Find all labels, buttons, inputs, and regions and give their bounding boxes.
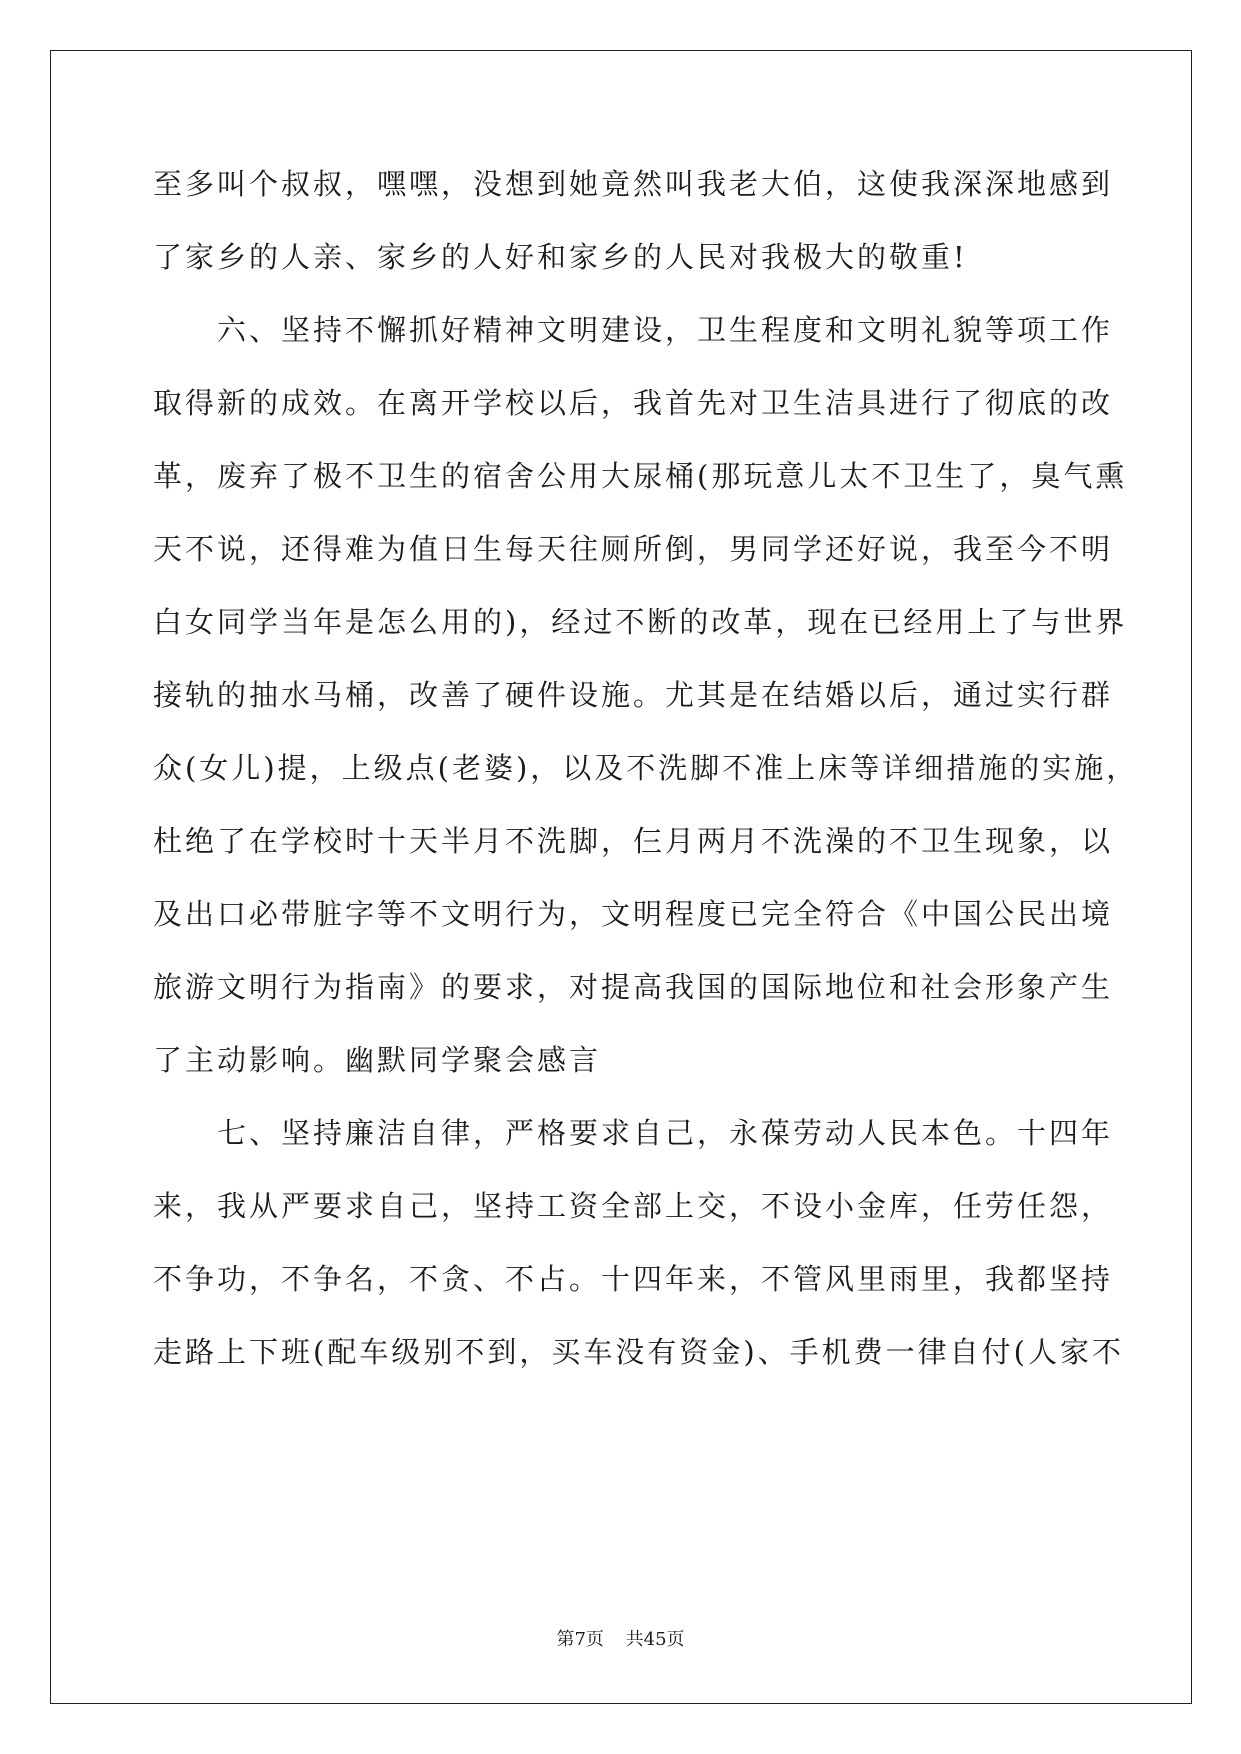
text-line: 不争功，不争名，不贪、不占。十四年来，不管风里雨里，我都坚持 (153, 1262, 1114, 1296)
page-border (50, 50, 1192, 1704)
text-line: 天不说，还得难为值日生每天往厕所倒，男同学还好说，我至今不明 (153, 532, 1114, 566)
text-line: 来，我从严要求自己，坚持工资全部上交，不设小金库，任劳任怨， (153, 1189, 1114, 1223)
text-line: 革，废弃了极不卫生的宿舍公用大尿桶(那玩意儿太不卫生了，臭气熏 (153, 459, 1128, 493)
page-footer (0, 1628, 1241, 1652)
text-line: 取得新的成效。在离开学校以后，我首先对卫生洁具进行了彻底的改 (153, 386, 1114, 420)
text-line: 接轨的抽水马桶，改善了硬件设施。尤其是在结婚以后，通过实行群 (153, 678, 1114, 712)
text-line: 及出口必带脏字等不文明行为，文明程度已完全符合《中国公民出境 (153, 897, 1114, 931)
text-line: 白女同学当年是怎么用的)，经过不断的改革，现在已经用上了与世界 (153, 605, 1128, 639)
text-line: 旅游文明行为指南》的要求，对提高我国的国际地位和社会形象产生 (153, 970, 1114, 1004)
text-line: 七、坚持廉洁自律，严格要求自己，永葆劳动人民本色。十四年 (153, 1116, 1114, 1150)
text-line: 了主动影响。幽默同学聚会感言 (153, 1043, 602, 1077)
text-line: 走路上下班(配车级别不到，买车没有资金)、手机费一律自付(人家不 (153, 1335, 1124, 1369)
text-line: 众(女儿)提，上级点(老婆)，以及不洗脚不准上床等详细措施的实施， (153, 751, 1139, 785)
page-total: 共45页 (625, 1629, 685, 1650)
text-line: 至多叫个叔叔，嘿嘿，没想到她竟然叫我老大伯，这使我深深地感到 (153, 167, 1114, 201)
text-line: 杜绝了在学校时十天半月不洗脚，仨月两月不洗澡的不卫生现象，以 (153, 824, 1114, 858)
text-line: 六、坚持不懈抓好精神文明建设，卫生程度和文明礼貌等项工作 (153, 313, 1114, 347)
page-number: 第7页 (556, 1629, 604, 1650)
text-line: 了家乡的人亲、家乡的人好和家乡的人民对我极大的敬重! (153, 240, 968, 274)
